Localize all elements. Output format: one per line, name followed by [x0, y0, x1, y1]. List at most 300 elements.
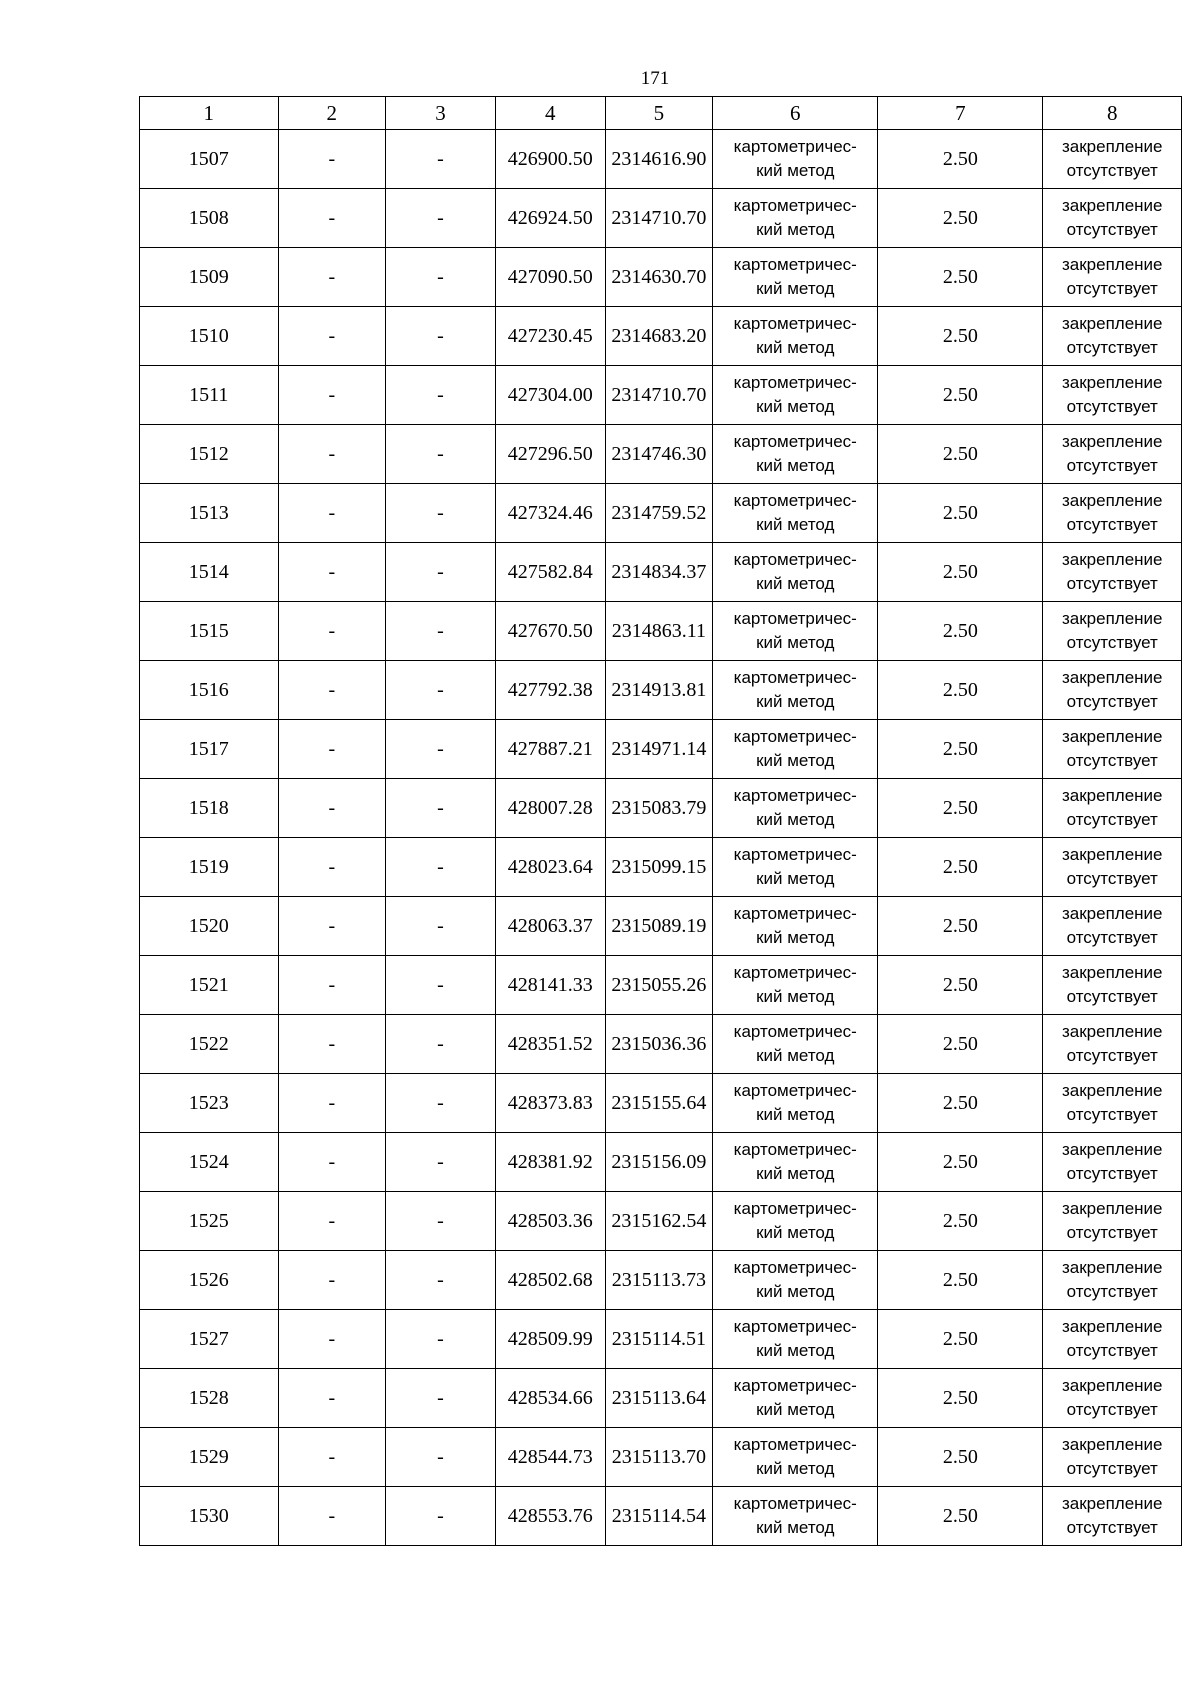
cell-col2: -	[278, 425, 386, 484]
fixation-line-2: отсутствует	[1066, 515, 1158, 534]
point-number-cell: 1507	[140, 130, 279, 189]
method-line-1: картометричес-	[733, 1258, 857, 1277]
table-row	[140, 1251, 1182, 1310]
accuracy-cell: 2.50	[878, 720, 1043, 779]
cell-col2: -	[278, 543, 386, 602]
fixation-line-2: отсутствует	[1066, 1400, 1158, 1419]
fixation-cell	[1043, 130, 1182, 189]
method-cell	[713, 838, 878, 897]
method-cell	[713, 1428, 878, 1487]
point-number-cell: 1513	[140, 484, 279, 543]
method-line-1: картометричес-	[733, 1081, 857, 1100]
method-cell	[713, 484, 878, 543]
cell-col2: -	[278, 956, 386, 1015]
method-line-2: кий метод	[756, 279, 835, 298]
method-line-1: картометричес-	[733, 1199, 857, 1218]
coordinates-table	[139, 96, 1182, 1546]
page-number: 171	[640, 68, 670, 89]
table-row	[140, 1428, 1182, 1487]
fixation-line-2: отсутствует	[1066, 1105, 1158, 1124]
accuracy-cell: 2.50	[878, 602, 1043, 661]
y-coordinate-cell: 2315156.09	[605, 1133, 713, 1192]
method-cell	[713, 1015, 878, 1074]
point-number-cell: 1525	[140, 1192, 279, 1251]
point-number-cell: 1523	[140, 1074, 279, 1133]
method-line-2: кий метод	[756, 1400, 835, 1419]
point-number-cell: 1527	[140, 1310, 279, 1369]
fixation-line-1: закрепление	[1061, 1494, 1163, 1513]
cell-col3: -	[386, 1310, 496, 1369]
header-cell: 3	[386, 97, 496, 130]
fixation-line-2: отсутствует	[1066, 1518, 1158, 1537]
cell-col2: -	[278, 602, 386, 661]
fixation-cell	[1043, 1310, 1182, 1369]
x-coordinate-cell: 428063.37	[495, 897, 605, 956]
method-line-2: кий метод	[756, 1341, 835, 1360]
accuracy-cell: 2.50	[878, 366, 1043, 425]
cell-col3: -	[386, 897, 496, 956]
method-cell	[713, 1251, 878, 1310]
table-row	[140, 248, 1182, 307]
cell-col3: -	[386, 1428, 496, 1487]
method-cell	[713, 189, 878, 248]
point-number-cell: 1516	[140, 661, 279, 720]
y-coordinate-cell: 2314863.11	[605, 602, 713, 661]
fixation-line-1: закрепление	[1061, 491, 1163, 510]
method-line-2: кий метод	[756, 1223, 835, 1242]
method-line-2: кий метод	[756, 810, 835, 829]
table-row	[140, 543, 1182, 602]
cell-col3: -	[386, 248, 496, 307]
point-number-cell: 1526	[140, 1251, 279, 1310]
point-number-cell: 1522	[140, 1015, 279, 1074]
fixation-cell	[1043, 1074, 1182, 1133]
header-cell: 1	[140, 97, 279, 130]
method-cell	[713, 661, 878, 720]
method-line-2: кий метод	[756, 869, 835, 888]
table-row	[140, 130, 1182, 189]
cell-col3: -	[386, 1192, 496, 1251]
method-line-1: картометричес-	[733, 196, 857, 215]
method-line-2: кий метод	[756, 1459, 835, 1478]
table-row	[140, 720, 1182, 779]
cell-col2: -	[278, 897, 386, 956]
point-number-cell: 1508	[140, 189, 279, 248]
fixation-cell	[1043, 1192, 1182, 1251]
point-number-cell: 1521	[140, 956, 279, 1015]
method-cell	[713, 897, 878, 956]
fixation-cell	[1043, 1251, 1182, 1310]
cell-col3: -	[386, 425, 496, 484]
table-row	[140, 1074, 1182, 1133]
fixation-cell	[1043, 602, 1182, 661]
cell-col2: -	[278, 838, 386, 897]
method-line-2: кий метод	[756, 456, 835, 475]
table-row	[140, 1015, 1182, 1074]
fixation-line-2: отсутствует	[1066, 869, 1158, 888]
y-coordinate-cell: 2314710.70	[605, 366, 713, 425]
cell-col3: -	[386, 189, 496, 248]
cell-col3: -	[386, 720, 496, 779]
point-number-cell: 1512	[140, 425, 279, 484]
point-number-cell: 1510	[140, 307, 279, 366]
cell-col2: -	[278, 1428, 386, 1487]
point-number-cell: 1529	[140, 1428, 279, 1487]
fixation-line-2: отсутствует	[1066, 1341, 1158, 1360]
accuracy-cell: 2.50	[878, 1369, 1043, 1428]
x-coordinate-cell: 427230.45	[495, 307, 605, 366]
table-row	[140, 1369, 1182, 1428]
method-line-1: картометричес-	[733, 609, 857, 628]
fixation-cell	[1043, 720, 1182, 779]
x-coordinate-cell: 428509.99	[495, 1310, 605, 1369]
fixation-cell	[1043, 779, 1182, 838]
cell-col2: -	[278, 1192, 386, 1251]
cell-col3: -	[386, 1251, 496, 1310]
fixation-line-1: закрепление	[1061, 1140, 1163, 1159]
method-cell	[713, 425, 878, 484]
fixation-cell	[1043, 366, 1182, 425]
point-number-cell: 1511	[140, 366, 279, 425]
header-cell: 5	[605, 97, 713, 130]
point-number-cell: 1530	[140, 1487, 279, 1546]
y-coordinate-cell: 2315162.54	[605, 1192, 713, 1251]
cell-col2: -	[278, 720, 386, 779]
y-coordinate-cell: 2314683.20	[605, 307, 713, 366]
fixation-cell	[1043, 661, 1182, 720]
method-line-2: кий метод	[756, 161, 835, 180]
x-coordinate-cell: 427304.00	[495, 366, 605, 425]
x-coordinate-cell: 427296.50	[495, 425, 605, 484]
cell-col2: -	[278, 189, 386, 248]
x-coordinate-cell: 427582.84	[495, 543, 605, 602]
method-line-2: кий метод	[756, 928, 835, 947]
y-coordinate-cell: 2315089.19	[605, 897, 713, 956]
point-number-cell: 1509	[140, 248, 279, 307]
method-line-1: картометричес-	[733, 904, 857, 923]
fixation-line-2: отсутствует	[1066, 1046, 1158, 1065]
cell-col3: -	[386, 543, 496, 602]
x-coordinate-cell: 428023.64	[495, 838, 605, 897]
point-number-cell: 1514	[140, 543, 279, 602]
cell-col3: -	[386, 1369, 496, 1428]
method-cell	[713, 1369, 878, 1428]
method-line-1: картометричес-	[733, 786, 857, 805]
method-line-2: кий метод	[756, 751, 835, 770]
accuracy-cell: 2.50	[878, 307, 1043, 366]
point-number-cell: 1520	[140, 897, 279, 956]
cell-col3: -	[386, 130, 496, 189]
header-cell: 8	[1043, 97, 1182, 130]
method-line-1: картометричес-	[733, 432, 857, 451]
method-line-1: картометричес-	[733, 1317, 857, 1336]
cell-col3: -	[386, 779, 496, 838]
table-row	[140, 661, 1182, 720]
method-line-1: картометричес-	[733, 491, 857, 510]
method-line-2: кий метод	[756, 1046, 835, 1065]
cell-col2: -	[278, 1251, 386, 1310]
method-line-1: картометричес-	[733, 727, 857, 746]
x-coordinate-cell: 428381.92	[495, 1133, 605, 1192]
accuracy-cell: 2.50	[878, 484, 1043, 543]
fixation-line-1: закрепление	[1061, 963, 1163, 982]
fixation-line-2: отсутствует	[1066, 220, 1158, 239]
method-cell	[713, 1487, 878, 1546]
y-coordinate-cell: 2315155.64	[605, 1074, 713, 1133]
fixation-cell	[1043, 543, 1182, 602]
method-line-1: картометричес-	[733, 1022, 857, 1041]
accuracy-cell: 2.50	[878, 1192, 1043, 1251]
y-coordinate-cell: 2315114.51	[605, 1310, 713, 1369]
method-line-2: кий метод	[756, 1164, 835, 1183]
table-row	[140, 189, 1182, 248]
method-line-1: картометричес-	[733, 255, 857, 274]
fixation-line-1: закрепление	[1061, 845, 1163, 864]
fixation-line-1: закрепление	[1061, 1258, 1163, 1277]
table-row	[140, 1133, 1182, 1192]
cell-col2: -	[278, 1074, 386, 1133]
fixation-line-1: закрепление	[1061, 373, 1163, 392]
cell-col3: -	[386, 838, 496, 897]
fixation-line-2: отсутствует	[1066, 692, 1158, 711]
table-row	[140, 897, 1182, 956]
y-coordinate-cell: 2315036.36	[605, 1015, 713, 1074]
y-coordinate-cell: 2314834.37	[605, 543, 713, 602]
table-row	[140, 779, 1182, 838]
accuracy-cell: 2.50	[878, 661, 1043, 720]
method-line-2: кий метод	[756, 987, 835, 1006]
cell-col3: -	[386, 1074, 496, 1133]
x-coordinate-cell: 428553.76	[495, 1487, 605, 1546]
fixation-cell	[1043, 956, 1182, 1015]
method-line-1: картометричес-	[733, 1376, 857, 1395]
table-row	[140, 425, 1182, 484]
table-row	[140, 838, 1182, 897]
fixation-line-2: отсутствует	[1066, 279, 1158, 298]
method-line-2: кий метод	[756, 220, 835, 239]
cell-col2: -	[278, 366, 386, 425]
fixation-line-2: отсутствует	[1066, 456, 1158, 475]
fixation-line-2: отсутствует	[1066, 338, 1158, 357]
accuracy-cell: 2.50	[878, 897, 1043, 956]
fixation-line-2: отсутствует	[1066, 397, 1158, 416]
fixation-line-1: закрепление	[1061, 1081, 1163, 1100]
y-coordinate-cell: 2315055.26	[605, 956, 713, 1015]
method-line-2: кий метод	[756, 1518, 835, 1537]
x-coordinate-cell: 426924.50	[495, 189, 605, 248]
x-coordinate-cell: 428373.83	[495, 1074, 605, 1133]
cell-col3: -	[386, 602, 496, 661]
table-row	[140, 366, 1182, 425]
cell-col2: -	[278, 484, 386, 543]
fixation-line-1: закрепление	[1061, 668, 1163, 687]
y-coordinate-cell: 2314913.81	[605, 661, 713, 720]
table-row	[140, 1487, 1182, 1546]
fixation-line-1: закрепление	[1061, 1435, 1163, 1454]
table-row	[140, 956, 1182, 1015]
method-line-1: картометричес-	[733, 373, 857, 392]
method-line-1: картометричес-	[733, 550, 857, 569]
accuracy-cell: 2.50	[878, 130, 1043, 189]
cell-col2: -	[278, 661, 386, 720]
method-line-2: кий метод	[756, 1105, 835, 1124]
method-line-2: кий метод	[756, 338, 835, 357]
fixation-line-2: отсутствует	[1066, 1459, 1158, 1478]
x-coordinate-cell: 428007.28	[495, 779, 605, 838]
method-line-2: кий метод	[756, 515, 835, 534]
fixation-line-2: отсутствует	[1066, 987, 1158, 1006]
x-coordinate-cell: 428351.52	[495, 1015, 605, 1074]
header-cell: 6	[713, 97, 878, 130]
y-coordinate-cell: 2314630.70	[605, 248, 713, 307]
method-line-1: картометричес-	[733, 1435, 857, 1454]
method-cell	[713, 602, 878, 661]
fixation-cell	[1043, 838, 1182, 897]
accuracy-cell: 2.50	[878, 1310, 1043, 1369]
point-number-cell: 1518	[140, 779, 279, 838]
cell-col3: -	[386, 307, 496, 366]
table-row	[140, 1192, 1182, 1251]
accuracy-cell: 2.50	[878, 1015, 1043, 1074]
y-coordinate-cell: 2315113.70	[605, 1428, 713, 1487]
method-cell	[713, 248, 878, 307]
accuracy-cell: 2.50	[878, 1074, 1043, 1133]
cell-col3: -	[386, 1133, 496, 1192]
cell-col2: -	[278, 1487, 386, 1546]
method-cell	[713, 779, 878, 838]
cell-col2: -	[278, 307, 386, 366]
x-coordinate-cell: 427090.50	[495, 248, 605, 307]
table-row	[140, 307, 1182, 366]
cell-col2: -	[278, 248, 386, 307]
method-cell	[713, 1192, 878, 1251]
point-number-cell: 1517	[140, 720, 279, 779]
fixation-line-2: отсутствует	[1066, 928, 1158, 947]
header-cell: 2	[278, 97, 386, 130]
y-coordinate-cell: 2315114.54	[605, 1487, 713, 1546]
table-row	[140, 484, 1182, 543]
fixation-line-1: закрепление	[1061, 137, 1163, 156]
accuracy-cell: 2.50	[878, 189, 1043, 248]
fixation-line-1: закрепление	[1061, 609, 1163, 628]
cell-col2: -	[278, 779, 386, 838]
x-coordinate-cell: 427324.46	[495, 484, 605, 543]
fixation-line-1: закрепление	[1061, 255, 1163, 274]
x-coordinate-cell: 427887.21	[495, 720, 605, 779]
accuracy-cell: 2.50	[878, 838, 1043, 897]
cell-col2: -	[278, 130, 386, 189]
fixation-line-1: закрепление	[1061, 904, 1163, 923]
fixation-cell	[1043, 307, 1182, 366]
method-cell	[713, 307, 878, 366]
fixation-line-1: закрепление	[1061, 196, 1163, 215]
fixation-line-1: закрепление	[1061, 727, 1163, 746]
cell-col3: -	[386, 1015, 496, 1074]
fixation-line-1: закрепление	[1061, 1022, 1163, 1041]
x-coordinate-cell: 427792.38	[495, 661, 605, 720]
fixation-line-2: отсутствует	[1066, 161, 1158, 180]
method-line-2: кий метод	[756, 1282, 835, 1301]
accuracy-cell: 2.50	[878, 1133, 1043, 1192]
cell-col3: -	[386, 1487, 496, 1546]
fixation-cell	[1043, 425, 1182, 484]
point-number-cell: 1528	[140, 1369, 279, 1428]
fixation-line-1: закрепление	[1061, 1317, 1163, 1336]
fixation-cell	[1043, 1369, 1182, 1428]
cell-col2: -	[278, 1133, 386, 1192]
method-cell	[713, 130, 878, 189]
fixation-line-1: закрепление	[1061, 786, 1163, 805]
y-coordinate-cell: 2314971.14	[605, 720, 713, 779]
method-line-1: картометричес-	[733, 963, 857, 982]
fixation-line-1: закрепление	[1061, 314, 1163, 333]
x-coordinate-cell: 428141.33	[495, 956, 605, 1015]
method-line-1: картометричес-	[733, 668, 857, 687]
fixation-line-1: закрепление	[1061, 1199, 1163, 1218]
fixation-line-1: закрепление	[1061, 1376, 1163, 1395]
method-cell	[713, 1310, 878, 1369]
fixation-cell	[1043, 1428, 1182, 1487]
table-row	[140, 602, 1182, 661]
method-line-2: кий метод	[756, 692, 835, 711]
x-coordinate-cell: 428502.68	[495, 1251, 605, 1310]
point-number-cell: 1515	[140, 602, 279, 661]
fixation-line-2: отсутствует	[1066, 1282, 1158, 1301]
fixation-line-2: отсутствует	[1066, 1164, 1158, 1183]
method-line-2: кий метод	[756, 574, 835, 593]
y-coordinate-cell: 2314746.30	[605, 425, 713, 484]
accuracy-cell: 2.50	[878, 1487, 1043, 1546]
x-coordinate-cell: 426900.50	[495, 130, 605, 189]
fixation-line-1: закрепление	[1061, 432, 1163, 451]
y-coordinate-cell: 2315113.64	[605, 1369, 713, 1428]
fixation-line-2: отсутствует	[1066, 633, 1158, 652]
method-cell	[713, 1133, 878, 1192]
accuracy-cell: 2.50	[878, 779, 1043, 838]
header-row	[140, 97, 1182, 130]
cell-col3: -	[386, 956, 496, 1015]
method-line-2: кий метод	[756, 397, 835, 416]
method-line-2: кий метод	[756, 633, 835, 652]
y-coordinate-cell: 2315113.73	[605, 1251, 713, 1310]
method-line-1: картометричес-	[733, 137, 857, 156]
accuracy-cell: 2.50	[878, 1251, 1043, 1310]
x-coordinate-cell: 427670.50	[495, 602, 605, 661]
fixation-cell	[1043, 1133, 1182, 1192]
fixation-cell	[1043, 189, 1182, 248]
method-line-1: картометричес-	[733, 845, 857, 864]
fixation-line-2: отсутствует	[1066, 1223, 1158, 1242]
y-coordinate-cell: 2315083.79	[605, 779, 713, 838]
accuracy-cell: 2.50	[878, 956, 1043, 1015]
y-coordinate-cell: 2314759.52	[605, 484, 713, 543]
fixation-line-2: отсутствует	[1066, 751, 1158, 770]
accuracy-cell: 2.50	[878, 425, 1043, 484]
x-coordinate-cell: 428544.73	[495, 1428, 605, 1487]
method-line-1: картометричес-	[733, 314, 857, 333]
cell-col2: -	[278, 1310, 386, 1369]
method-cell	[713, 956, 878, 1015]
accuracy-cell: 2.50	[878, 1428, 1043, 1487]
y-coordinate-cell: 2315099.15	[605, 838, 713, 897]
method-cell	[713, 366, 878, 425]
y-coordinate-cell: 2314710.70	[605, 189, 713, 248]
accuracy-cell: 2.50	[878, 248, 1043, 307]
method-cell	[713, 1074, 878, 1133]
fixation-line-2: отсутствует	[1066, 810, 1158, 829]
fixation-cell	[1043, 1015, 1182, 1074]
method-line-1: картометричес-	[733, 1494, 857, 1513]
